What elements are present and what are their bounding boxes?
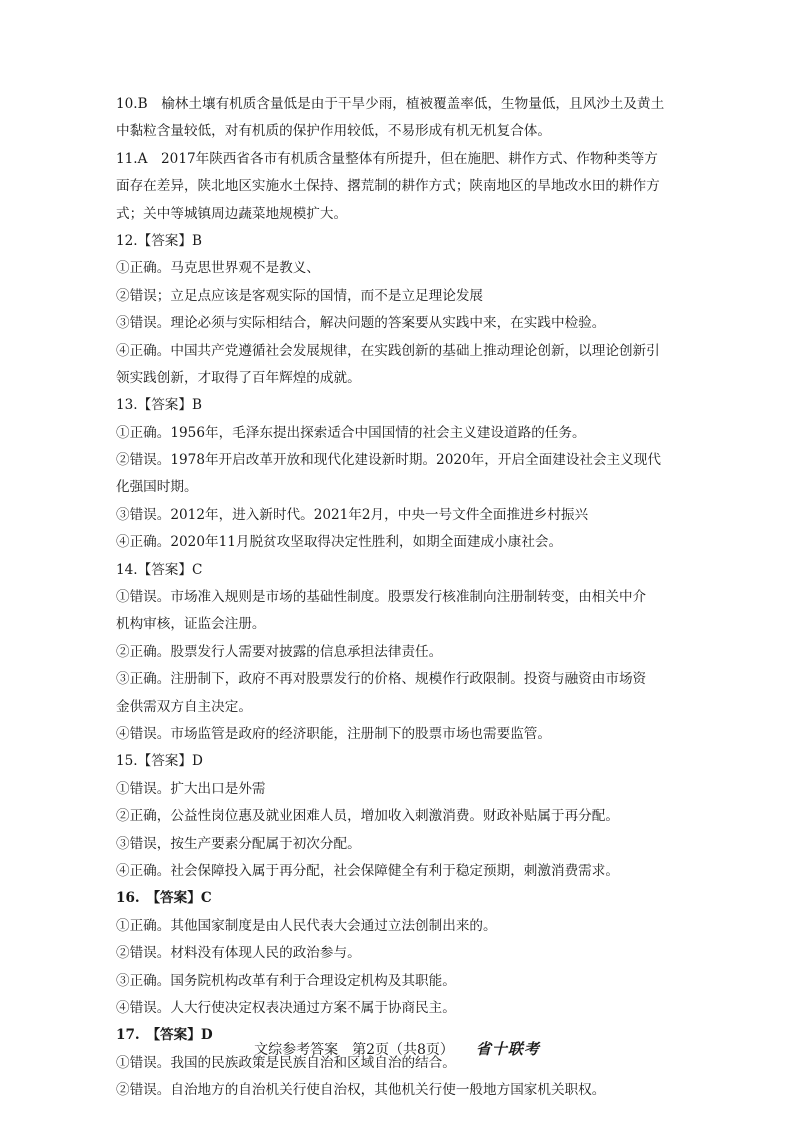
text-line: 金供需双方自主决定。 [116, 698, 252, 715]
text-line: ②错误。自治地方的自治机关行使自治权，其他机关行使一般地方国家机关职权。 [116, 1082, 606, 1099]
text-line: 面存在差异，陕北地区实施水土保持、撂荒制的耕作方式；陕南地区的旱地改水田的耕作方 [116, 178, 660, 195]
footer-brand: 省十联考 [475, 1040, 540, 1058]
answer-heading-17: 17. 【答案】D [116, 1027, 213, 1044]
text-line: 机构审核，证监会注册。 [116, 616, 266, 633]
text-line: ②错误。材料没有体现人民的政治参与。 [116, 945, 361, 962]
text-line: ②正确，公益性岗位惠及就业困难人员，增加收入刺激消费。财政补贴属于再分配。 [116, 808, 619, 825]
text-line: ①正确。马克思世界观不是教义、 [116, 260, 320, 277]
text-line: ④正确。2020年11月脱贫攻坚取得决定性胜利，如期全面建成小康社会。 [116, 534, 563, 551]
text-line: ④错误。市场监管是政府的经济职能，注册制下的股票市场也需要监管。 [116, 725, 551, 742]
answer-heading-15: 15.【答案】D [116, 753, 203, 770]
text-line: ④正确。中国共产党遵循社会发展规律，在实践创新的基础上推动理论创新，以理论创新引 [116, 342, 660, 359]
text-line: ③错误。2012年，进入新时代。2021年2月，中央一号文件全面推进乡村振兴 [116, 506, 589, 523]
answer-heading-16: 16. 【答案】C [116, 890, 212, 907]
text-line: ①正确。其他国家制度是由人民代表大会通过立法创制出来的。 [116, 917, 497, 934]
answer-heading-13: 13.【答案】B [116, 397, 202, 414]
text-line: 式；关中等城镇周边蔬菜地规模扩大。 [116, 205, 348, 222]
answer-content [116, 91, 716, 1104]
text-line: ③正确。注册制下，政府不再对股票发行的价格、规模作行政限制。投资与融资由市场资 [116, 671, 647, 688]
text-line: ①正确。1956年，毛泽东提出探索适合中国国情的社会主义建设道路的任务。 [116, 424, 586, 441]
text-line: ③错误。理论必须与实际相结合，解决问题的答案要从实践中来，在实践中检验。 [116, 315, 606, 332]
text-line: ①错误。扩大出口是外需 [116, 780, 266, 797]
text-line: ②错误。1978年开启改革开放和现代化建设新时期。2020年，开启全面建设社会主义现代 [116, 452, 661, 469]
text-line: 11.A 2017年陕西省各市有机质含量整体有所提升，但在施肥、耕作方式、作物种类等方 [116, 150, 658, 167]
text-line: ③错误，按生产要素分配属于初次分配。 [116, 835, 361, 852]
answer-heading-14: 14.【答案】C [116, 561, 203, 578]
text-line: ②正确。股票发行人需要对披露的信息承担法律责任。 [116, 643, 443, 660]
page-footer [0, 1038, 794, 1059]
text-line: 领实践创新，才取得了百年辉煌的成就。 [116, 369, 361, 386]
text-line: 10.B 榆林土壤有机质含量低是由于干旱少雨，植被覆盖率低，生物量低，且风沙土及黄土 [116, 96, 665, 112]
answer-heading-12: 12.【答案】B [116, 232, 202, 249]
text-line: ②错误；立足点应该是客观实际的国情，而不是立足理论发展 [116, 287, 484, 304]
text-line: 化强国时期。 [116, 479, 198, 496]
text-line: 中黏粒含量较低，对有机质的保护作用较低，不易形成有机无机复合体。 [116, 123, 551, 140]
text-line: ④正确。社会保障投入属于再分配，社会保障健全有利于稳定预期，刺激消费需求。 [116, 862, 619, 879]
text-line: ①错误。市场准入规则是市场的基础性制度。股票发行核准制向注册制转变，由相关中介 [116, 589, 647, 606]
text-line: ③正确。国务院机构改革有利于合理设定机构及其职能。 [116, 972, 456, 989]
footer-page-info: 文综参考答案 第2页（共8页） [254, 1042, 454, 1058]
text-line: ①错误。我国的民族政策是民族自治和区域自治的结合。 [116, 1054, 456, 1071]
text-line: ④错误。人大行使决定权表决通过方案不属于协商民主。 [116, 999, 456, 1016]
